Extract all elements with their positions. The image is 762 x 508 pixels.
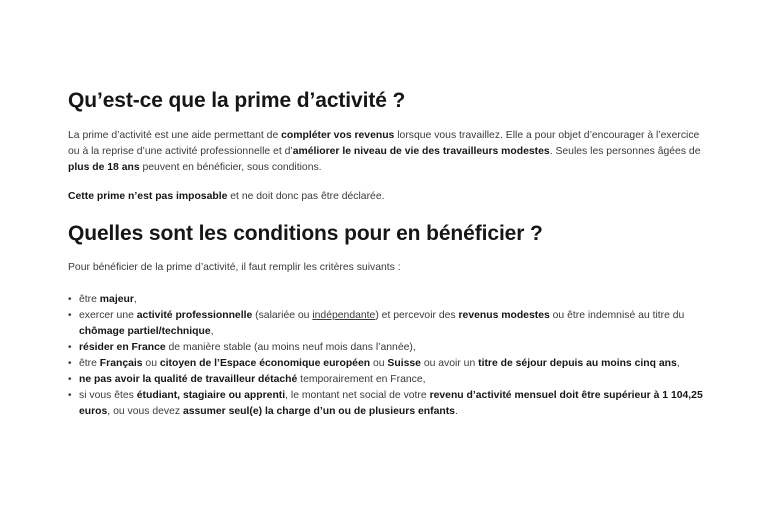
- criteria-list-item: [68, 388, 708, 420]
- body-text: ,: [676, 358, 680, 369]
- bullet-icon: •: [68, 390, 72, 401]
- emphasis-text: assumer seul(e) la charge d’un ou de plusieurs enfants: [182, 406, 455, 417]
- body-text: (salariée ou: [252, 310, 313, 321]
- emphasis-text: chômage partiel/technique: [79, 326, 211, 337]
- bullet-icon: •: [68, 358, 72, 369]
- criteria-list-item: [68, 292, 708, 308]
- emphasis-text: titre de séjour depuis au moins cinq ans: [478, 358, 677, 369]
- body-text: ,: [210, 326, 214, 337]
- emphasis-text: activité professionnelle: [136, 310, 253, 321]
- bullet-icon: •: [68, 342, 72, 353]
- criteria-list-item: [68, 308, 708, 340]
- body-text: être: [79, 294, 100, 305]
- body-text: La prime d’activité est une aide permettant de: [68, 130, 282, 141]
- body-text: , le montant net social de votre: [285, 390, 430, 401]
- body-text: ou: [370, 358, 388, 369]
- bullet-icon: •: [68, 374, 72, 385]
- heading-conditions: Quelles sont les conditions pour en bénéficier ?: [68, 222, 543, 245]
- criteria-list-item: [68, 372, 708, 388]
- emphasis-text: plus de 18 ans: [68, 162, 140, 173]
- body-text: si vous êtes: [79, 390, 137, 401]
- criteria-list-item: [68, 356, 708, 372]
- body-text: et ne doit donc pas être déclarée.: [227, 191, 385, 202]
- article-content: [68, 88, 708, 420]
- body-text: ,: [133, 294, 137, 305]
- body-text: peuvent en bénéficier, sous conditions.: [139, 162, 322, 173]
- body-text: .: [454, 406, 458, 417]
- emphasis-text: revenus modestes: [458, 310, 550, 321]
- body-text: ou être indemnisé au titre du: [549, 310, 685, 321]
- bullet-icon: •: [68, 310, 72, 321]
- body-text: . Seules les personnes âgées de: [549, 146, 701, 157]
- paragraph-imposable: [68, 189, 708, 205]
- criteria-list: [68, 292, 708, 420]
- emphasis-text: Français: [99, 358, 143, 369]
- emphasis-text: améliorer le niveau de vie des travailleurs modestes: [292, 146, 550, 157]
- paragraph-definition: [68, 128, 708, 176]
- body-text: ou: [142, 358, 160, 369]
- body-text: de manière stable (au moins neuf mois dans l’année),: [165, 342, 416, 353]
- paragraph-criteria-intro: Pour bénéficier de la prime d’activité, il faut remplir les critères suivants :: [68, 262, 401, 273]
- emphasis-text: compléter vos revenus: [281, 130, 395, 141]
- heading-prime-activite: Qu’est-ce que la prime d’activité ?: [68, 89, 406, 112]
- emphasis-text: majeur: [99, 294, 134, 305]
- body-text: temporairement en France,: [297, 374, 426, 385]
- independante-link[interactable]: indépendante: [312, 310, 376, 321]
- bullet-icon: •: [68, 294, 72, 305]
- criteria-list-item: [68, 340, 708, 356]
- body-text: lorsque vous travaillez. Elle a pour objet d’encourager à l’exercice ou à la reprise d’une activité professionnelle et d’: [68, 130, 700, 157]
- body-text: ou avoir un: [420, 358, 479, 369]
- body-text: ) et percevoir des: [375, 310, 459, 321]
- emphasis-text: étudiant, stagiaire ou apprenti: [136, 390, 286, 401]
- body-text: exercer une: [79, 310, 137, 321]
- emphasis-text: citoyen de l’Espace économique européen: [159, 358, 371, 369]
- emphasis-text: résider en France: [79, 342, 166, 353]
- emphasis-text: Suisse: [387, 358, 421, 369]
- emphasis-text: Cette prime n’est pas imposable: [68, 191, 228, 202]
- emphasis-text: revenu d’activité mensuel doit être supérieur à 1 104,25 euros: [79, 390, 703, 417]
- body-text: , ou vous devez: [107, 406, 183, 417]
- body-text: être: [79, 358, 100, 369]
- emphasis-text: ne pas avoir la qualité de travailleur détaché: [79, 374, 298, 385]
